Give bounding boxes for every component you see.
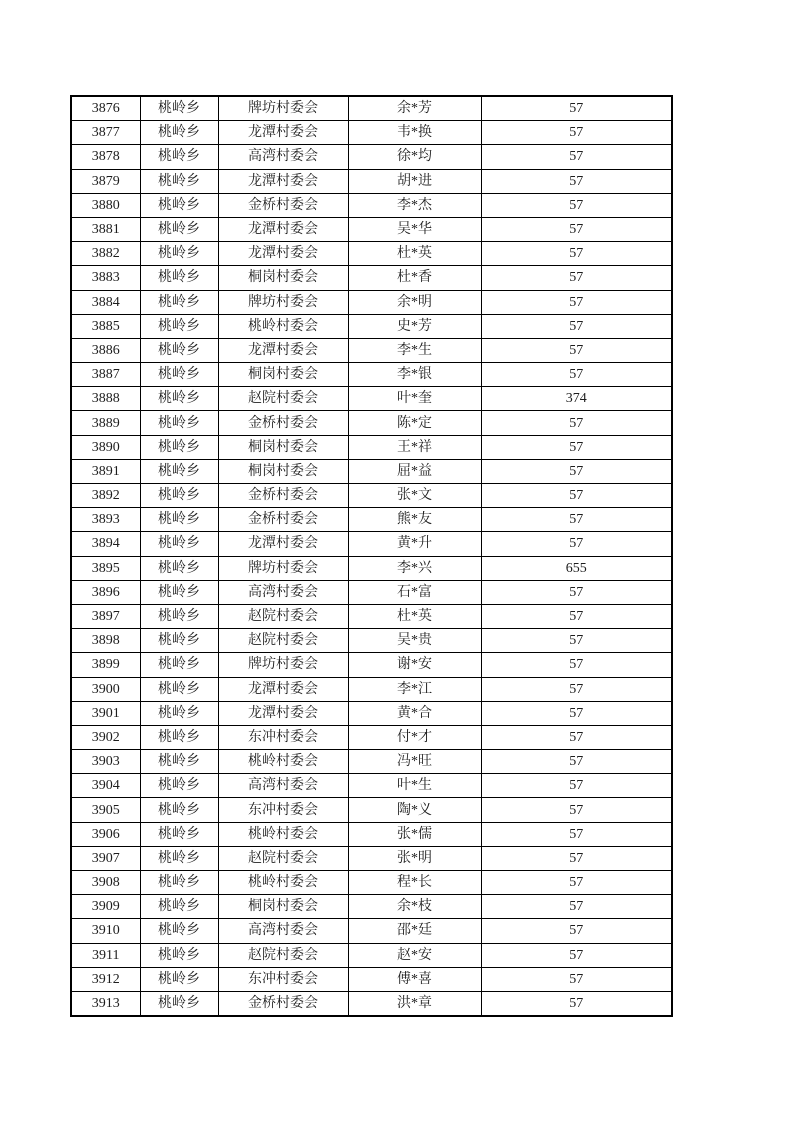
cell-township: 桃岭乡 [140,121,218,145]
cell-value: 57 [481,604,672,628]
cell-name: 李*杰 [348,193,481,217]
cell-value: 57 [481,508,672,532]
cell-name: 张*明 [348,846,481,870]
table-row [71,435,672,459]
cell-township: 桃岭乡 [140,629,218,653]
cell-value: 57 [481,629,672,653]
cell-name: 李*生 [348,338,481,362]
cell-township: 桃岭乡 [140,435,218,459]
cell-township: 桃岭乡 [140,822,218,846]
table-row [71,314,672,338]
cell-township: 桃岭乡 [140,871,218,895]
cell-serial: 3907 [71,846,140,870]
cell-township: 桃岭乡 [140,411,218,435]
cell-village: 牌坊村委会 [218,290,348,314]
cell-village: 龙潭村委会 [218,242,348,266]
table-row [71,193,672,217]
cell-name: 李*银 [348,363,481,387]
cell-township: 桃岭乡 [140,193,218,217]
table-row [71,484,672,508]
cell-township: 桃岭乡 [140,96,218,121]
cell-township: 桃岭乡 [140,145,218,169]
cell-township: 桃岭乡 [140,919,218,943]
cell-village: 牌坊村委会 [218,556,348,580]
cell-serial: 3911 [71,943,140,967]
cell-township: 桃岭乡 [140,314,218,338]
cell-name: 傅*喜 [348,967,481,991]
cell-serial: 3878 [71,145,140,169]
table-row [71,411,672,435]
cell-value: 57 [481,580,672,604]
cell-village: 桐岗村委会 [218,266,348,290]
cell-village: 金桥村委会 [218,193,348,217]
cell-value: 57 [481,701,672,725]
cell-township: 桃岭乡 [140,290,218,314]
table-row [71,943,672,967]
cell-township: 桃岭乡 [140,363,218,387]
cell-village: 桐岗村委会 [218,459,348,483]
cell-value: 57 [481,411,672,435]
table-row [71,604,672,628]
cell-value: 57 [481,532,672,556]
cell-value: 57 [481,290,672,314]
table-row [71,508,672,532]
table-row [71,653,672,677]
cell-serial: 3882 [71,242,140,266]
cell-village: 金桥村委会 [218,991,348,1016]
cell-value: 57 [481,967,672,991]
cell-name: 韦*换 [348,121,481,145]
cell-name: 张*儒 [348,822,481,846]
cell-township: 桃岭乡 [140,508,218,532]
cell-name: 余*芳 [348,96,481,121]
cell-village: 桃岭村委会 [218,871,348,895]
cell-village: 赵院村委会 [218,387,348,411]
cell-value: 57 [481,750,672,774]
cell-village: 桃岭村委会 [218,822,348,846]
cell-name: 石*富 [348,580,481,604]
cell-township: 桃岭乡 [140,387,218,411]
table-row [71,169,672,193]
table-row [71,363,672,387]
cell-value: 374 [481,387,672,411]
cell-village: 龙潭村委会 [218,169,348,193]
cell-name: 邵*廷 [348,919,481,943]
table-row [71,725,672,749]
data-table [70,95,673,1017]
table-row [71,387,672,411]
cell-village: 高湾村委会 [218,580,348,604]
cell-village: 金桥村委会 [218,508,348,532]
cell-township: 桃岭乡 [140,967,218,991]
cell-township: 桃岭乡 [140,798,218,822]
cell-serial: 3902 [71,725,140,749]
cell-serial: 3877 [71,121,140,145]
cell-village: 高湾村委会 [218,919,348,943]
cell-serial: 3905 [71,798,140,822]
cell-township: 桃岭乡 [140,242,218,266]
cell-village: 金桥村委会 [218,484,348,508]
cell-village: 金桥村委会 [218,411,348,435]
cell-serial: 3886 [71,338,140,362]
cell-township: 桃岭乡 [140,991,218,1016]
cell-village: 赵院村委会 [218,604,348,628]
cell-serial: 3879 [71,169,140,193]
cell-name: 陶*义 [348,798,481,822]
cell-village: 龙潭村委会 [218,338,348,362]
cell-serial: 3909 [71,895,140,919]
cell-serial: 3900 [71,677,140,701]
cell-value: 57 [481,871,672,895]
cell-value: 57 [481,266,672,290]
cell-serial: 3881 [71,217,140,241]
cell-name: 李*江 [348,677,481,701]
table-row [71,677,672,701]
table-row [71,290,672,314]
cell-serial: 3895 [71,556,140,580]
cell-village: 龙潭村委会 [218,701,348,725]
cell-name: 黄*升 [348,532,481,556]
cell-value: 57 [481,169,672,193]
cell-township: 桃岭乡 [140,943,218,967]
cell-village: 牌坊村委会 [218,653,348,677]
cell-township: 桃岭乡 [140,677,218,701]
cell-township: 桃岭乡 [140,338,218,362]
table-row [71,121,672,145]
cell-village: 东冲村委会 [218,967,348,991]
cell-value: 57 [481,242,672,266]
cell-name: 李*兴 [348,556,481,580]
cell-serial: 3885 [71,314,140,338]
cell-value: 57 [481,435,672,459]
table-row [71,580,672,604]
cell-township: 桃岭乡 [140,459,218,483]
table-row [71,629,672,653]
cell-name: 熊*友 [348,508,481,532]
cell-serial: 3892 [71,484,140,508]
cell-value: 57 [481,895,672,919]
cell-value: 57 [481,145,672,169]
table-row [71,266,672,290]
table-row [71,701,672,725]
cell-township: 桃岭乡 [140,532,218,556]
cell-village: 龙潭村委会 [218,217,348,241]
table-row [71,846,672,870]
cell-name: 付*才 [348,725,481,749]
table-row [71,532,672,556]
cell-village: 桐岗村委会 [218,363,348,387]
cell-value: 57 [481,314,672,338]
cell-value: 57 [481,338,672,362]
cell-serial: 3896 [71,580,140,604]
cell-serial: 3899 [71,653,140,677]
cell-name: 余*明 [348,290,481,314]
cell-serial: 3891 [71,459,140,483]
cell-serial: 3887 [71,363,140,387]
cell-name: 徐*均 [348,145,481,169]
cell-village: 赵院村委会 [218,846,348,870]
cell-village: 桃岭村委会 [218,314,348,338]
cell-serial: 3894 [71,532,140,556]
cell-village: 高湾村委会 [218,774,348,798]
cell-serial: 3888 [71,387,140,411]
cell-township: 桃岭乡 [140,266,218,290]
cell-value: 57 [481,363,672,387]
table-row [71,338,672,362]
cell-township: 桃岭乡 [140,604,218,628]
cell-village: 龙潭村委会 [218,677,348,701]
cell-name: 程*长 [348,871,481,895]
cell-name: 杜*香 [348,266,481,290]
cell-serial: 3884 [71,290,140,314]
cell-name: 赵*安 [348,943,481,967]
table-row [71,459,672,483]
cell-serial: 3904 [71,774,140,798]
cell-value: 57 [481,774,672,798]
cell-value: 57 [481,991,672,1016]
cell-serial: 3906 [71,822,140,846]
cell-serial: 3912 [71,967,140,991]
cell-value: 57 [481,919,672,943]
cell-township: 桃岭乡 [140,217,218,241]
cell-name: 张*文 [348,484,481,508]
cell-township: 桃岭乡 [140,846,218,870]
cell-name: 叶*生 [348,774,481,798]
cell-name: 冯*旺 [348,750,481,774]
cell-village: 龙潭村委会 [218,121,348,145]
cell-serial: 3893 [71,508,140,532]
cell-serial: 3913 [71,991,140,1016]
cell-township: 桃岭乡 [140,774,218,798]
cell-township: 桃岭乡 [140,169,218,193]
cell-value: 57 [481,822,672,846]
cell-name: 谢*安 [348,653,481,677]
cell-village: 桐岗村委会 [218,895,348,919]
cell-serial: 3889 [71,411,140,435]
cell-village: 龙潭村委会 [218,532,348,556]
table-row [71,774,672,798]
cell-value: 57 [481,459,672,483]
cell-value: 57 [481,798,672,822]
cell-serial: 3903 [71,750,140,774]
cell-serial: 3908 [71,871,140,895]
cell-value: 57 [481,943,672,967]
table-body [71,96,672,1016]
cell-name: 黄*合 [348,701,481,725]
cell-township: 桃岭乡 [140,725,218,749]
cell-township: 桃岭乡 [140,653,218,677]
cell-name: 吴*贵 [348,629,481,653]
table-row [71,242,672,266]
table-row [71,96,672,121]
cell-name: 洪*章 [348,991,481,1016]
cell-value: 57 [481,484,672,508]
cell-value: 57 [481,677,672,701]
table-row [71,217,672,241]
table-row [71,991,672,1016]
cell-value: 57 [481,653,672,677]
cell-name: 胡*进 [348,169,481,193]
table-row [71,895,672,919]
cell-village: 桐岗村委会 [218,435,348,459]
cell-township: 桃岭乡 [140,895,218,919]
cell-name: 叶*奎 [348,387,481,411]
cell-village: 牌坊村委会 [218,96,348,121]
cell-township: 桃岭乡 [140,750,218,774]
table-row [71,822,672,846]
cell-township: 桃岭乡 [140,580,218,604]
cell-serial: 3898 [71,629,140,653]
table-row [71,871,672,895]
cell-value: 655 [481,556,672,580]
cell-serial: 3897 [71,604,140,628]
cell-name: 杜*英 [348,604,481,628]
cell-name: 杜*英 [348,242,481,266]
cell-village: 东冲村委会 [218,798,348,822]
cell-village: 赵院村委会 [218,943,348,967]
cell-name: 陈*定 [348,411,481,435]
cell-value: 57 [481,96,672,121]
cell-serial: 3883 [71,266,140,290]
cell-value: 57 [481,217,672,241]
cell-township: 桃岭乡 [140,484,218,508]
cell-value: 57 [481,193,672,217]
cell-name: 史*芳 [348,314,481,338]
table-row [71,750,672,774]
cell-serial: 3880 [71,193,140,217]
table-row [71,967,672,991]
cell-value: 57 [481,846,672,870]
table-row [71,798,672,822]
cell-village: 赵院村委会 [218,629,348,653]
cell-serial: 3910 [71,919,140,943]
cell-value: 57 [481,725,672,749]
cell-village: 桃岭村委会 [218,750,348,774]
table-row [71,145,672,169]
cell-township: 桃岭乡 [140,701,218,725]
cell-name: 余*枝 [348,895,481,919]
cell-value: 57 [481,121,672,145]
cell-serial: 3890 [71,435,140,459]
table-row [71,919,672,943]
cell-village: 东冲村委会 [218,725,348,749]
cell-serial: 3876 [71,96,140,121]
cell-village: 高湾村委会 [218,145,348,169]
table-row [71,556,672,580]
cell-name: 屈*益 [348,459,481,483]
cell-township: 桃岭乡 [140,556,218,580]
cell-name: 吴*华 [348,217,481,241]
cell-name: 王*祥 [348,435,481,459]
cell-serial: 3901 [71,701,140,725]
